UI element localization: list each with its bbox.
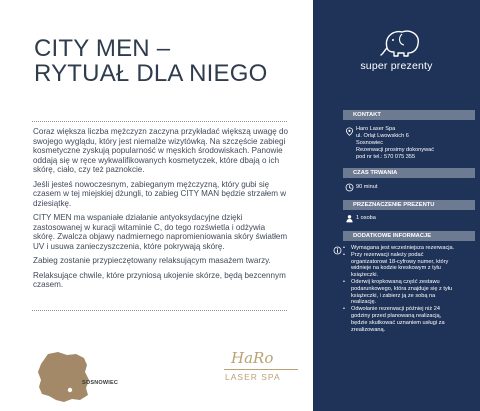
contact-line: Rezerwacji prosimy dokonywać [356,147,435,153]
contact-line: Haro Laser Spa [356,126,396,132]
partner-logo-script: HaRo [231,349,274,367]
description-text [33,127,289,295]
contact-info [356,126,474,161]
section-header-dodatkowe: DODATKOWE INFORMACJE [343,231,475,241]
partner-logo-rule [224,369,298,370]
section-header-kontakt: KONTAKT [343,110,475,120]
brand-name: super prezenty [360,60,433,72]
title-line-1: CITY MEN – [34,35,171,62]
dotted-divider-top [32,121,287,122]
contact-line: Sosnowiec [356,140,384,146]
paragraph: Coraz większa liczba mężczyzn zaczyna przykładać większą uwagę do swojego wyglądu, który jest niemalże wizytówką. Na szczęście zabiegi kosmetyczne zyskują popularność w męskich środowiskach. Panowie oddają się w ręce wykwalifikowanych kosmetyczek, które dbają o ich skórę, ciało, czy też paznokcie. [33,127,289,174]
recipients-value: 1 osoba [356,215,376,221]
paragraph: CITY MEN ma wspaniałe działanie antyoksydacyjne dzięki zastosowanej w kuracji witaminie C, do tego rozświetla i odżywia skórę. Zwalcza objawy nadmiernego napromieniowania skóry światłem UV i usuwa zanieczyszczenia, które pokrywają skórę. [33,213,288,251]
paragraph: Zabieg zostanie przypieczętowany relaksującym masażem twarzy. [33,256,271,265]
elephant-logo-icon [378,26,424,58]
paragraph: Relaksujące chwile, które przyniosą ukojenie skórze, będą bezcennym czasem. [33,270,286,289]
person-icon [345,214,354,223]
duration-value: 90 minut [356,184,378,190]
info-icon [333,246,342,255]
list-item: • Odwołanie rezerwacji później niż 24 godziny przed planowaną realizacją, będzie skutkować uznaniem usługi za zrealizowaną. [343,306,455,333]
additional-info-list [343,245,455,333]
section-header-przeznaczenie: PRZEZNACZENIE PREZENTU [343,200,475,210]
list-item: • Przy rezerwacji należy podać organizatorowi 18-cyfrowy numer, który widnieje na kodzie kreskowym z tyłu książeczki. [343,252,455,279]
location-pin-icon [345,127,354,136]
section-header-czas: CZAS TRWANIA [343,168,475,178]
dotted-divider-bottom [32,310,287,311]
poland-map-icon [34,350,92,404]
partner-logo [221,349,301,391]
contact-line: pod nr tel.: 570 075 355 [356,154,416,160]
contact-line: ul. Orląt Lwowskich 6 [356,133,409,139]
page-title [34,36,294,86]
title-line-2: RYTUAŁ DLA NIEGO [34,60,268,87]
paragraph: Jeśli jesteś nowoczesnym, zabieganym mężczyzną, który gubi się czasem w tej miejskiej dżungli, to zabieg CITY MAN będzie strzałem w dziesiątkę. [33,179,287,208]
list-item: • Oderwij kropkowaną część zestawu podarunkowego, która znajduje się z tyłu książeczki, i zabierz ją ze sobą na realizację. [343,279,455,306]
clock-icon [345,183,354,192]
partner-logo-subtitle: LASER SPA [225,372,281,382]
list-item: • Wymagana jest wcześniejsza rezerwacja. [343,245,455,252]
map-location-label: SOSNOWIEC [82,380,119,386]
